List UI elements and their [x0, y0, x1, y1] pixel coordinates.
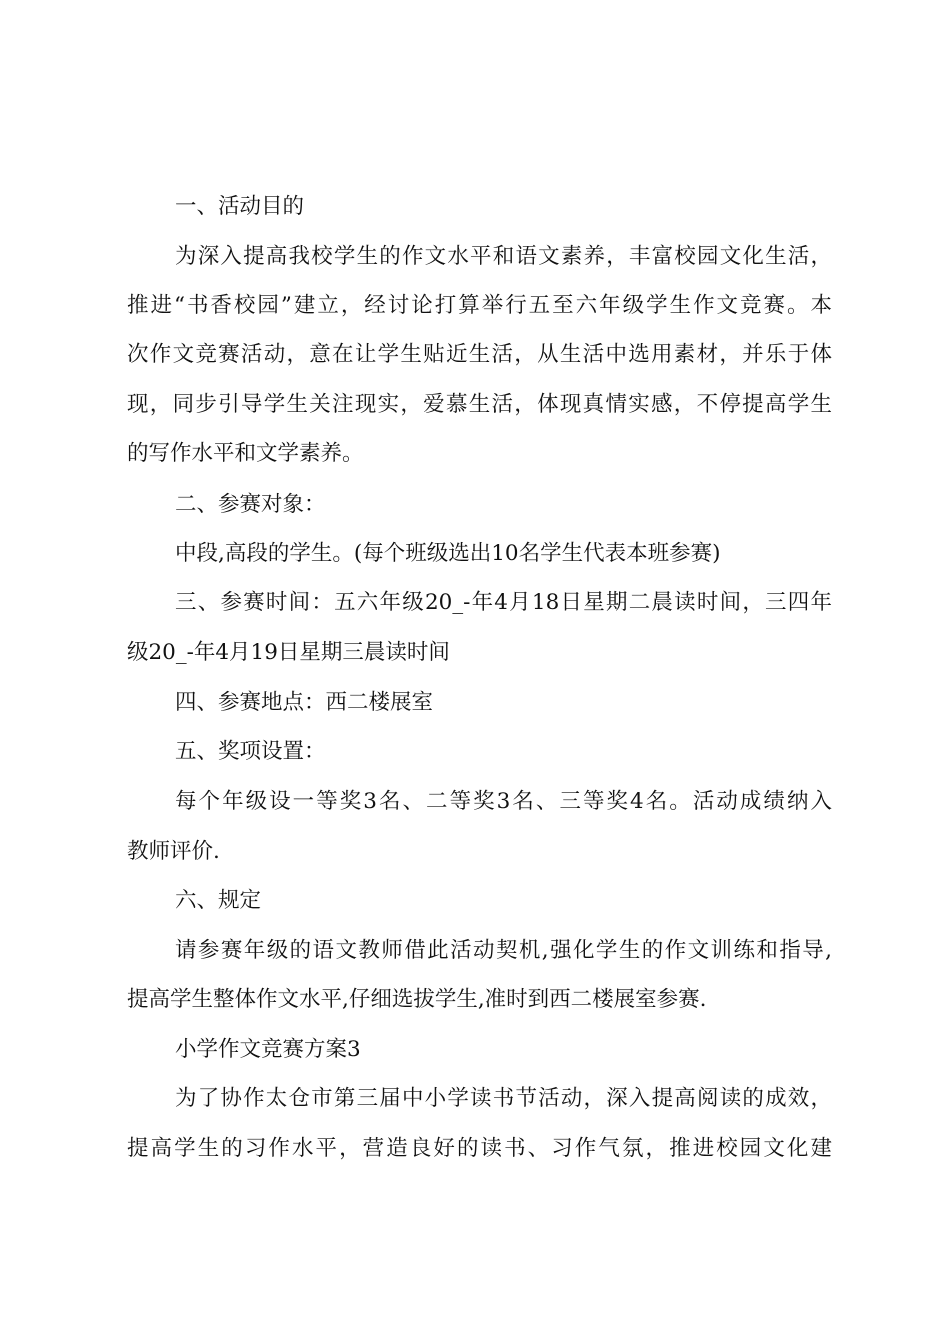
section-title: 小学作文竞赛方案3	[175, 1037, 361, 1062]
paragraph-line: 次作文竞赛活动，意在让学生贴近生活，从生活中选用素材，并乐于体	[127, 342, 832, 367]
heading-location: 四、参赛地点：西二楼展室	[175, 690, 434, 715]
paragraph-line: 现，同步引导学生关注现实，爱慕生活，体现真情实感，不停提高学生	[127, 392, 832, 417]
paragraph-line: 教师评价.	[127, 839, 220, 864]
heading-rules: 六、规定	[175, 888, 262, 913]
heading-participants: 二、参赛对象：	[175, 492, 326, 517]
heading-time: 三、参赛时间：五六年级20_-年4月18日星期二晨读时间，三四年	[175, 590, 832, 615]
paragraph-line: 提高学生的习作水平，营造良好的读书、习作气氛，推进校园文化建	[127, 1136, 832, 1161]
paragraph-line: 请参赛年级的语文教师借此活动契机,强化学生的作文训练和指导,	[175, 938, 832, 963]
paragraph-line: 的写作水平和文学素养。	[127, 441, 364, 466]
paragraph-line: 级20_-年4月19日星期三晨读时间	[127, 640, 450, 665]
paragraph-line: 提高学生整体作文水平,仔细选拔学生,准时到西二楼展室参赛.	[127, 987, 707, 1012]
paragraph-line: 每个年级设一等奖3名、二等奖3名、三等奖4名。活动成绩纳入	[175, 789, 832, 814]
paragraph-line: 为了协作太仓市第三届中小学读书节活动，深入提高阅读的成效，	[175, 1086, 832, 1111]
paragraph-line: 中段,高段的学生。(每个班级选出10名学生代表本班参赛)	[175, 541, 721, 566]
heading-activity-purpose: 一、活动目的	[175, 194, 305, 219]
paragraph-line: 推进“书香校园”建立，经讨论打算举行五至六年级学生作文竞赛。本	[127, 293, 832, 318]
heading-awards: 五、奖项设置：	[175, 739, 326, 764]
paragraph-line: 为深入提高我校学生的作文水平和语文素养，丰富校园文化生活，	[175, 244, 832, 269]
